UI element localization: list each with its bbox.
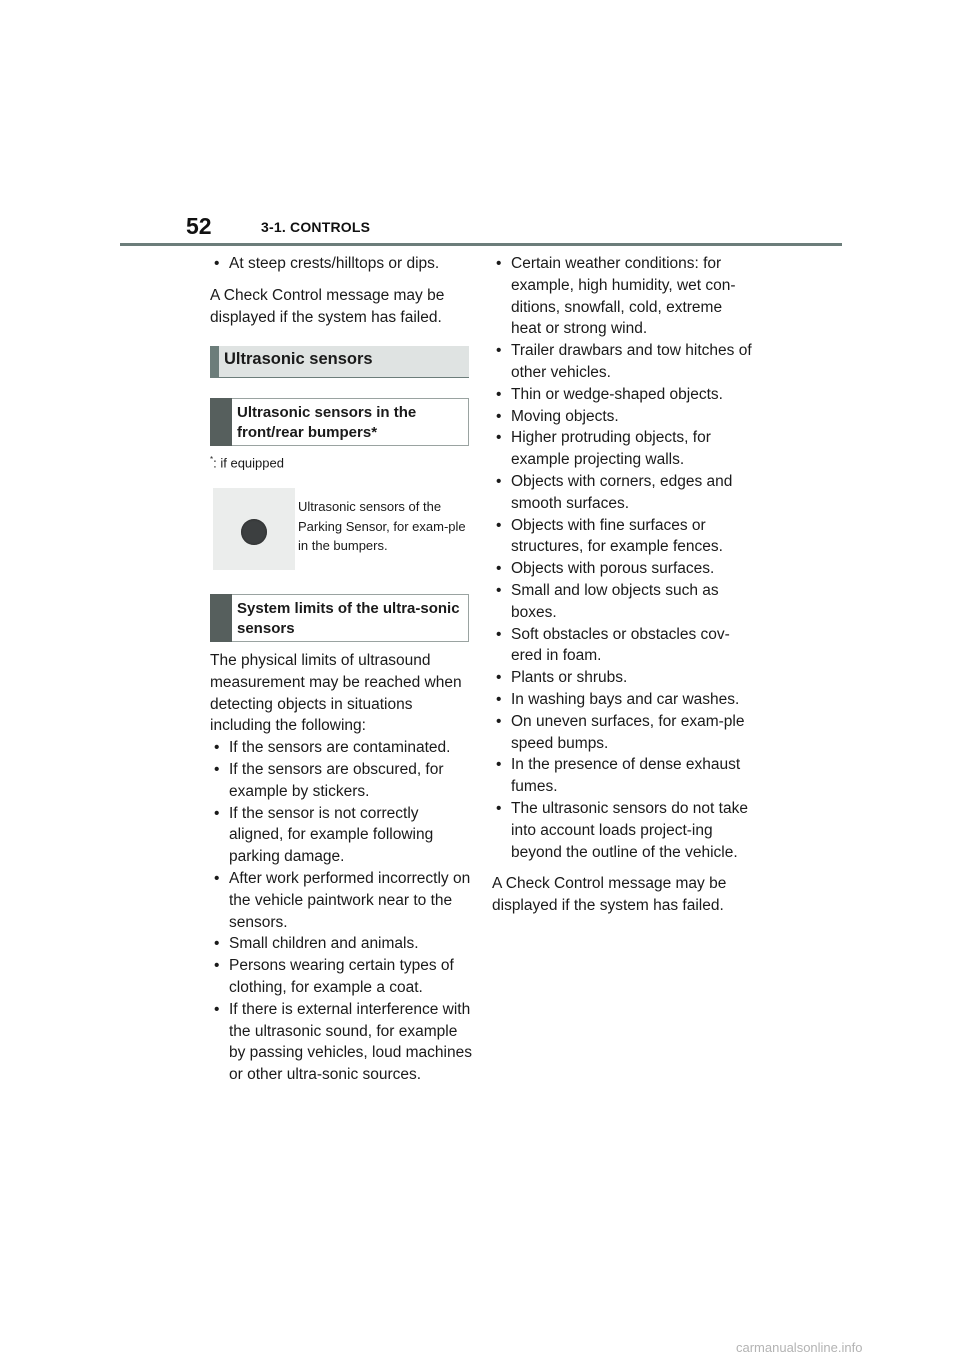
- subheading-text: System limits of the ultra-sonic sensors: [237, 600, 460, 637]
- list-item: • Small and low objects such as boxes.: [492, 580, 754, 624]
- list-item: • In the presence of dense exhaust fumes.: [492, 754, 754, 798]
- list-item: • In washing bays and car washes.: [492, 689, 754, 711]
- subheading-bumper-sensors: [210, 398, 469, 446]
- heading-bar: [210, 346, 219, 377]
- subheading-system-limits: [210, 594, 469, 642]
- check-control-note: A Check Control message may be displayed if the system has failed.: [210, 286, 445, 326]
- right-column: [492, 253, 754, 917]
- footnote: [210, 455, 284, 470]
- list-item: • Objects with corners, edges and smooth surfaces.: [492, 471, 754, 515]
- left-top-list: [210, 253, 472, 275]
- left-column-top: [210, 253, 472, 328]
- list-item: • Higher protruding objects, for example projecting walls.: [492, 427, 754, 471]
- left-column-bottom: [210, 650, 472, 1086]
- list-item: • Moving objects.: [492, 406, 754, 428]
- list-item: • Soft obstacles or obstacles cov-ered in foam.: [492, 624, 754, 668]
- list-item: • After work performed incorrectly on the vehicle paintwork near to the sensors.: [210, 868, 472, 933]
- list-item: • Objects with porous surfaces.: [492, 558, 754, 580]
- list-item: • Persons wearing certain types of clothing, for example a coat.: [210, 955, 472, 999]
- figure-caption: Ultrasonic sensors of the Parking Sensor, for exam-ple in the bumpers.: [298, 499, 466, 553]
- list-item: • Certain weather conditions: for example, high humidity, wet con-ditions, snowfall, cold, extreme heat or strong wind.: [492, 253, 754, 340]
- system-limits-list: [210, 737, 472, 1086]
- check-control-note: A Check Control message may be displayed if the system has failed.: [492, 875, 727, 915]
- heading-ultrasonic-sensors: [210, 346, 469, 378]
- subheading-bar: [210, 594, 232, 642]
- ultrasonic-sensor-icon: [241, 519, 267, 545]
- footnote-text: : if equipped: [213, 455, 284, 471]
- right-list: [492, 253, 754, 863]
- heading-text: Ultrasonic sensors: [224, 350, 373, 368]
- subheading-bar: [210, 398, 232, 446]
- section-label: 3-1. CONTROLS: [261, 219, 371, 235]
- list-item: • On uneven surfaces, for exam-ple speed bumps.: [492, 711, 754, 755]
- list-item: • Trailer drawbars and tow hitches of other vehicles.: [492, 340, 754, 384]
- list-item: • The ultrasonic sensors do not take into account loads project-ing beyond the outline of the vehicle.: [492, 798, 754, 863]
- list-item: • Plants or shrubs.: [492, 667, 754, 689]
- list-item: • If there is external interference with the ultrasonic sound, for example by passing vehicles, loud machines or other ultra-sonic sources.: [210, 999, 472, 1086]
- sensor-image: [213, 488, 295, 570]
- list-item: • If the sensor is not correctly aligned, for example following parking damage.: [210, 803, 472, 868]
- list-item: • Objects with fine surfaces or structures, for example fences.: [492, 515, 754, 559]
- system-limits-intro: The physical limits of ultrasound measurement may be reached when detecting objects in situations including the following:: [210, 652, 462, 735]
- subheading-text: Ultrasonic sensors in the front/rear bumpers*: [237, 404, 417, 441]
- footnote-mark: *: [210, 455, 214, 464]
- list-item: • Thin or wedge-shaped objects.: [492, 384, 754, 406]
- list-item: • If the sensors are obscured, for example by stickers.: [210, 759, 472, 803]
- page-number: 52: [186, 213, 212, 239]
- list-item: • Small children and animals.: [210, 933, 472, 955]
- watermark[interactable]: carmanualsonline.info: [736, 1340, 863, 1355]
- list-item: • At steep crests/hilltops or dips.: [210, 253, 472, 275]
- list-item: • If the sensors are contaminated.: [210, 737, 472, 759]
- header-rule: [120, 243, 842, 246]
